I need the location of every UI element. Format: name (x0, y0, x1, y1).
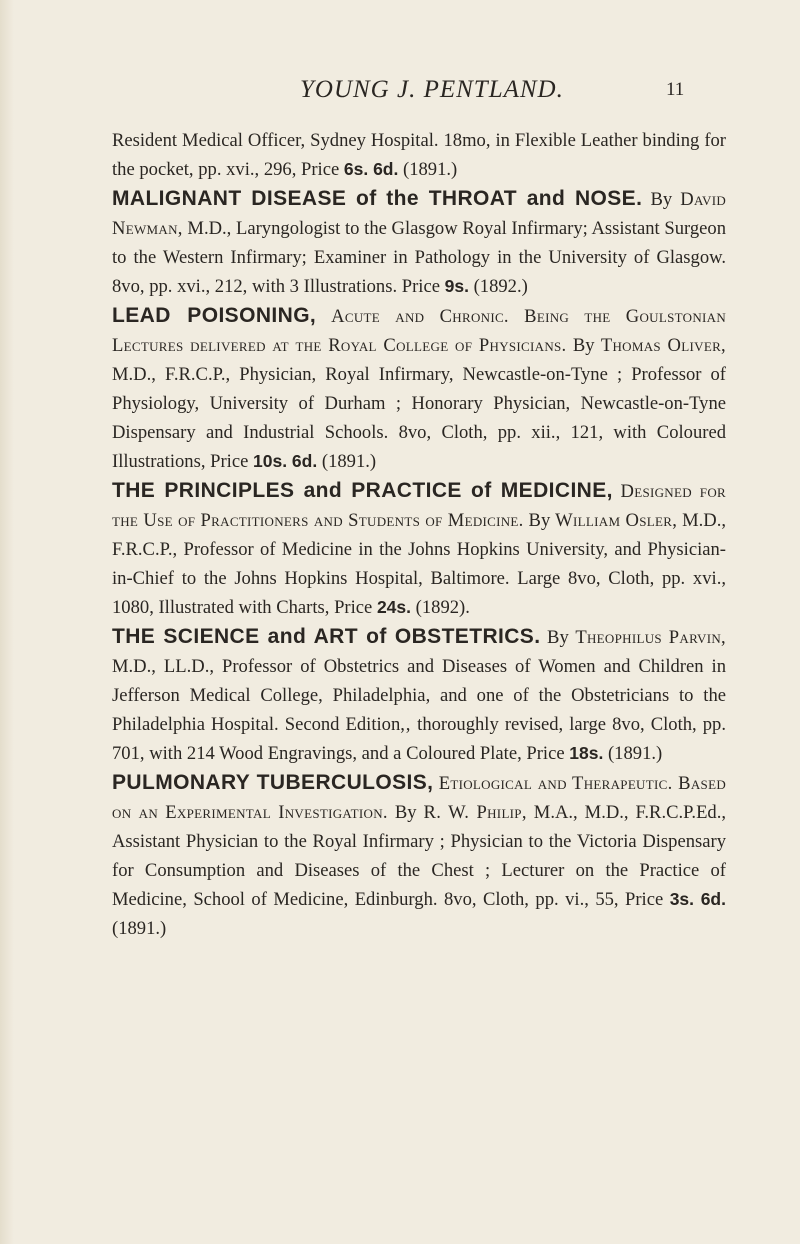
entry-by: By (650, 189, 673, 210)
entry-price: 18s. (569, 743, 604, 763)
entry-by: By (572, 335, 595, 356)
entry-author: Thomas Oliver, (600, 335, 726, 356)
entry-author: William Osler, (555, 510, 678, 531)
entry-title: PULMONARY TUBERCULOSIS, (112, 771, 434, 794)
entry-by: By (528, 510, 551, 531)
entry-price: 24s. (376, 597, 411, 617)
entry-price: 10s. 6d. (253, 451, 318, 471)
entry-date: (1891.) (112, 918, 167, 939)
catalogue-entry (112, 768, 726, 943)
catalogue-content (112, 126, 726, 943)
entry-subtitle: Etiological and Therapeutic. Based on an Experimental Investigation. (112, 773, 727, 823)
entry-price: 6s. 6d. (343, 159, 399, 179)
entry-date: (1891.) (403, 159, 458, 180)
entry-by: By (547, 627, 569, 648)
entry-text: Resident Medical Officer, Sydney Hospital. 18mo, in Flexible Leather binding for the pocket, pp. xvi., 296, Price (112, 130, 726, 180)
running-head: YOUNG J. PENTLAND. (300, 76, 564, 103)
catalogue-entry (112, 301, 726, 476)
entry-title: LEAD POISONING, (112, 304, 317, 327)
catalogue-entry (112, 184, 726, 301)
entry-author: Theophilus Parvin, (575, 627, 726, 648)
page-header (0, 76, 800, 110)
entry-date: (1892). (415, 597, 470, 618)
entry-title: MALIGNANT DISEASE of the THROAT and NOSE. (112, 187, 643, 210)
entry-text: M.A., M.D., F.R.C.P.Ed., Assistant Physician to the Royal Infirmary ; Physician to the Victoria Dispensary for Consumption and Diseases of the Chest ; Lecturer on the Practice of Medicine, School of Medicine, Edinburgh. 8vo, Cloth, pp. vi., 55, Price (112, 802, 727, 910)
page-edge (0, 0, 14, 1244)
catalogue-entry (112, 622, 726, 768)
entry-date: (1891.) (607, 743, 663, 764)
entry-subtitle: Acute and Chronic. Being the Goulstonian Lectures delivered at the Royal College of Physicians. (112, 306, 727, 356)
entry-title: THE PRINCIPLES and PRACTICE of MEDICINE, (112, 479, 613, 502)
entry-subtitle: Designed for the Use of Practitioners and Students of Medicine. (112, 481, 726, 531)
catalogue-entry (112, 476, 726, 622)
entry-author: David Newman, (112, 189, 727, 239)
entry-author: R. W. Philip, (423, 802, 527, 823)
entry-price: 9s. (444, 276, 469, 296)
entry-text: M.D., Laryngologist to the Glasgow Royal Infirmary; Assistant Surgeon to the Western Infirmary; Examiner in Pathology in the University of Glasgow. 8vo, pp. xvi., 212, with 3 Illustrations. Price (112, 218, 726, 297)
catalogue-entry-continuation (112, 126, 726, 184)
entry-title: THE SCIENCE and ART of OBSTETRICS. (112, 625, 541, 648)
entry-date: (1892.) (473, 276, 528, 297)
entry-text: M.D., F.R.C.P., Physician, Royal Infirmary, Newcastle-on-Tyne ; Professor of Physiology, University of Durham ; Honorary Physician, Newcastle-on-Tyne Dispensary and Industrial Schools. 8vo, Cloth, pp. xii., 121, with Coloured Illustrations, Price (112, 364, 726, 472)
entry-date: (1891.) (321, 451, 377, 472)
entry-by: By (394, 802, 417, 823)
entry-text: M.D., F.R.C.P., Professor of Medicine in the Johns Hopkins University, and Physician-in-Chief to the Johns Hopkins Hospital, Baltimore. Large 8vo, Cloth, pp. xvi., 1080, Illustrated with Charts, Price (112, 510, 727, 618)
entry-price: 3s. 6d. (669, 889, 726, 909)
page-number: 11 (666, 79, 685, 100)
entry-text: M.D., LL.D., Professor of Obstetrics and Diseases of Women and Children in Jefferson Medical College, Philadelphia, and one of the Obstetricians to the Philadelphia Hospital. Second Edition,‚ thoroughly revised, large 8vo, Cloth, pp. 701, with 214 Wood Engravings, and a Coloured Plate, Price (112, 656, 726, 764)
